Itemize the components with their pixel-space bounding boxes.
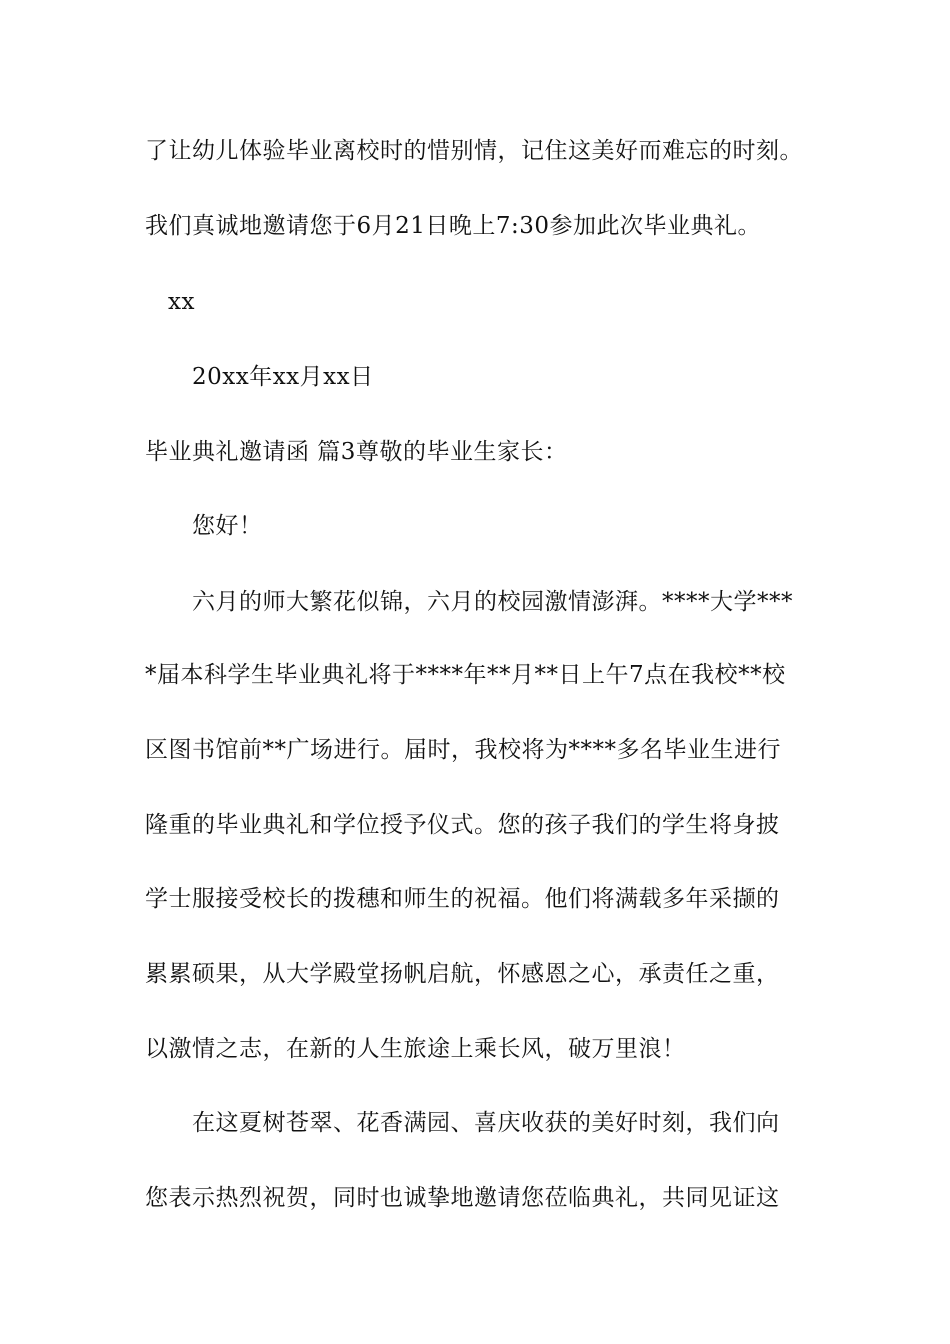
text-line: 在这夏树苍翠、花香满园、喜庆收获的美好时刻，我们向 [192,1110,780,1136]
text-line: 了让幼儿体验毕业离校时的惜别情，记住这美好而难忘的时刻。 [145,138,803,164]
text-line: 区图书馆前**广场进行。届时，我校将为****多名毕业生进行 [145,737,781,763]
text-line: 您表示热烈祝贺，同时也诚挚地邀请您莅临典礼，共同见证这 [145,1185,780,1211]
text-line: 学士服接受校长的拨穗和师生的祝福。他们将满载多年采撷的 [145,886,780,912]
text-line: 隆重的毕业典礼和学位授予仪式。您的孩子我们的学生将身披 [145,812,780,838]
text-line: *届本科学生毕业典礼将于****年**月**日上午7点在我校**校 [145,662,786,688]
section-heading: 毕业典礼邀请函 篇3尊敬的毕业生家长： [145,439,568,465]
text-line: 以激情之志，在新的人生旅途上乘长风，破万里浪！ [145,1036,686,1062]
signature-name: xx [168,289,195,315]
signature-date: 20xx年xx月xx日 [192,364,374,390]
text-line: 我们真诚地邀请您于6月21日晚上7:30参加此次毕业典礼。 [145,213,762,239]
text-line: 六月的师大繁花似锦，六月的校园激情澎湃。****大学*** [192,589,793,615]
greeting: 您好！ [192,513,263,539]
text-line: 累累硕果，从大学殿堂扬帆启航，怀感恩之心，承责任之重， [145,961,780,987]
